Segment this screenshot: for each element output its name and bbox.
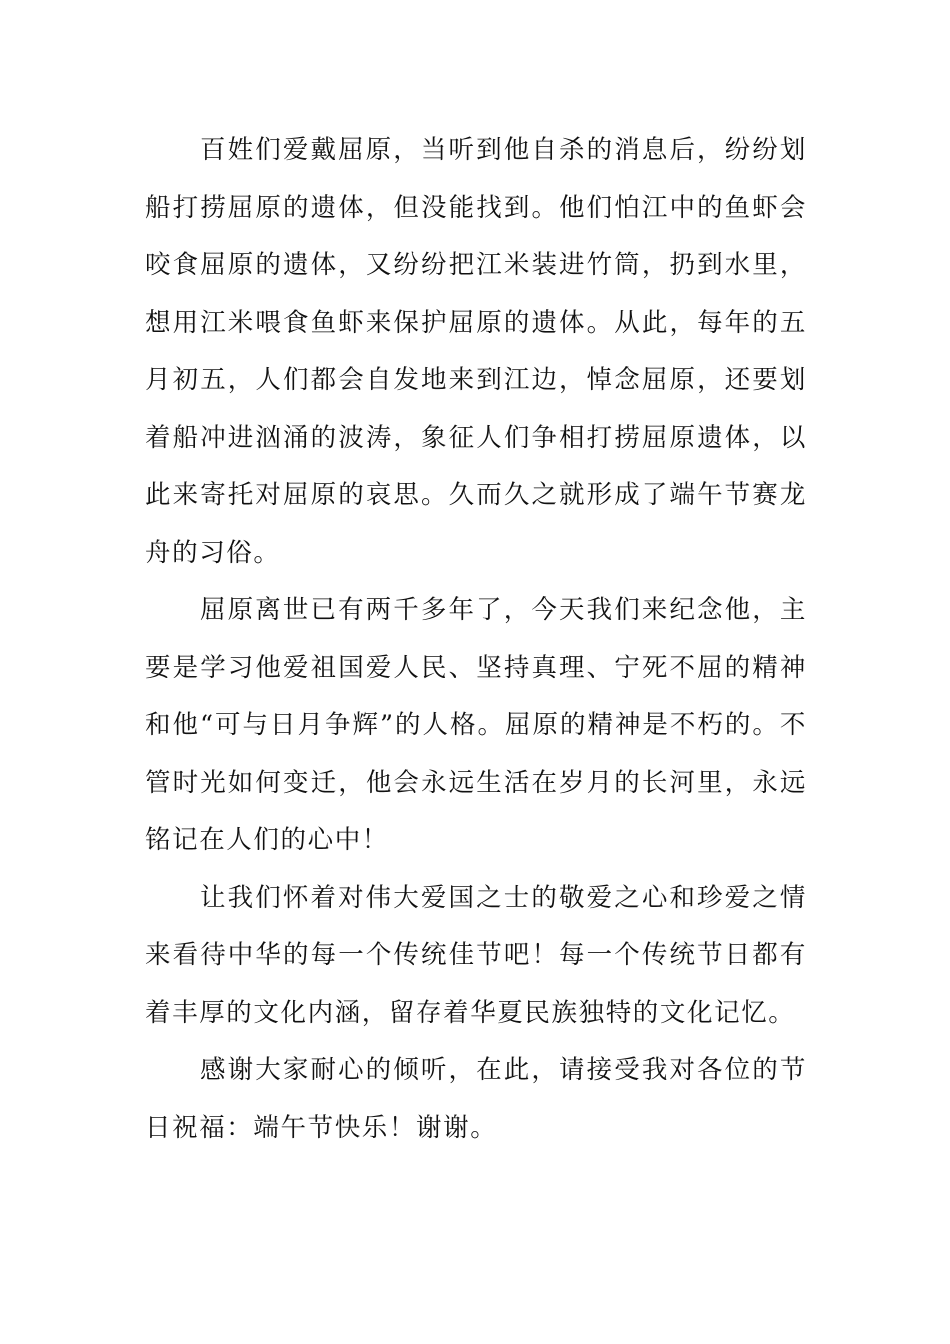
paragraph-closing-thanks: 感谢大家耐心的倾听，在此，请接受我对各位的节日祝福：端午节快乐！谢谢。 — [145, 1055, 807, 1143]
paragraph-traditional-festivals: 让我们怀着对伟大爱国之士的敬爱之心和珍爱之情来看待中华的每一个传统佳节吧！每一个传统节日都有着丰厚的文化内涵，留存着华夏民族独特的文化记忆。 — [145, 882, 807, 1028]
paragraph-qu-yuan-spirit: 屈原离世已有两千多年了，今天我们来纪念他，主要是学习他爱祖国爱人民、坚持真理、宁死不屈的精神和他“可与日月争辉”的人格。屈原的精神是不朽的。不管时光如何变迁，他会永远生活在岁月的长河里，永远铭记在人们的心中！ — [145, 595, 807, 855]
document-page — [145, 122, 807, 1157]
paragraph-dragon-boat-origin: 百姓们爱戴屈原，当听到他自杀的消息后，纷纷划船打捞屈原的遗体，但没能找到。他们怕江中的鱼虾会咬食屈原的遗体，又纷纷把江米装进竹筒，扔到水里，想用江米喂食鱼虾来保护屈原的遗体。从此，每年的五月初五，人们都会自发地来到江边，悼念屈原，还要划着船冲进汹涌的波涛，象征人们争相打捞屈原遗体，以此来寄托对屈原的哀思。久而久之就形成了端午节赛龙舟的习俗。 — [145, 135, 807, 568]
